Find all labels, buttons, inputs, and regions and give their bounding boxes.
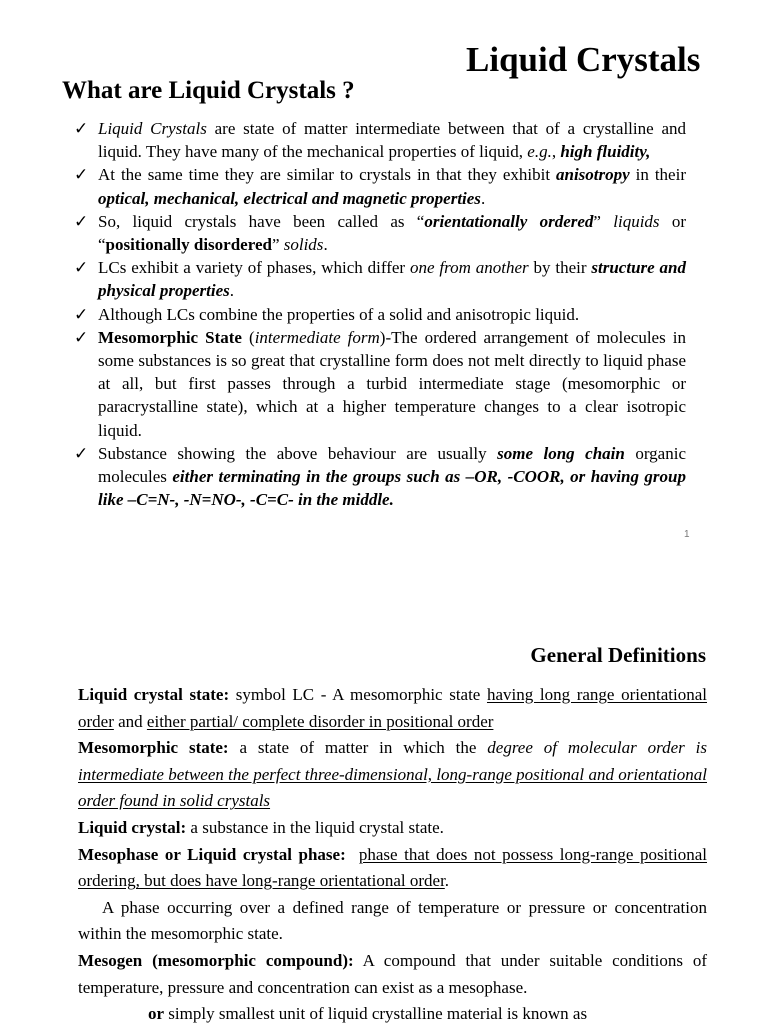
list-item: [74, 303, 686, 326]
definition-text: either partial/ complete disorder in positional order: [146, 711, 494, 731]
checkmark-icon: ✓: [74, 443, 89, 463]
list-text: some long chain: [497, 443, 625, 463]
list-text: optical, mechanical, electrical and magnetic properties: [98, 188, 481, 208]
checkmark-icon: ✓: [74, 258, 89, 278]
definition-term: Liquid crystal:: [78, 817, 187, 837]
definition-mesogen: [78, 948, 707, 1001]
definition-text: a state of matter in which the: [228, 738, 488, 758]
list-text: liquids: [613, 211, 660, 231]
list-text: .: [229, 281, 234, 301]
list-text: one from another: [409, 258, 529, 278]
bullet-list: [74, 117, 686, 511]
definition-text: .: [444, 871, 450, 891]
list-text: high fluidity,: [560, 142, 651, 162]
list-text: e.g.: [527, 142, 552, 162]
list-text: ”: [593, 211, 614, 231]
definition-term: Liquid crystal state:: [78, 685, 230, 704]
list-text: anisotropy: [556, 165, 630, 185]
list-item: [74, 326, 686, 442]
list-item: [74, 117, 686, 163]
list-item: [74, 163, 686, 209]
list-text: or “: [98, 211, 687, 255]
list-text: solids: [283, 235, 324, 255]
definition-phase-range: A phase occurring over a defined range of temperature or pressure or concentration within the mesomorphic state.: [78, 897, 707, 944]
list-item: [74, 256, 686, 302]
list-text: (: [241, 327, 255, 347]
definition-mesomorphic-state: [78, 735, 707, 815]
list-text: .: [323, 235, 328, 255]
list-text: intermediate form: [254, 327, 380, 347]
list-text: So, liquid crystals have been called as “: [98, 211, 425, 231]
list-text: .: [480, 188, 486, 208]
list-text: ”: [271, 235, 284, 255]
list-text: Although LCs combine the properties of a solid and anisotropic liquid.: [98, 304, 580, 324]
list-text: positionally disordered: [105, 235, 272, 255]
list-text: by their: [528, 258, 592, 278]
list-text: Substance showing the above behaviour are usually: [98, 443, 498, 463]
definitions-heading: General Definitions: [530, 643, 706, 667]
list-text: orientationally ordered: [424, 211, 594, 231]
definition-text: and: [113, 711, 147, 731]
definition-liquid-crystal: [78, 815, 707, 842]
list-text: Mesomorphic State: [98, 327, 242, 347]
list-text: are state of matter intermediate between that of a crystalline and liquid. They have many of the mechanical properties of liquid,: [98, 119, 686, 162]
list-text: Liquid Crystals: [98, 119, 207, 138]
list-text: )-The ordered arrangement of molecules in some substances is so great that crystalline form does not melt directly to liquid phase at all, but first passes through a turbid intermediate stage (mesomorphic or paracrystalline state), which at a higher temperature changes to a clear isotropic liquid.: [98, 327, 686, 440]
list-text: structure and physical properties: [98, 258, 687, 301]
definition-term: or: [148, 1004, 165, 1024]
definition-text: A compound that under suitable conditions of temperature, pressure and concentration can exist as a mesophase.: [78, 950, 707, 997]
checkmark-icon: ✓: [74, 119, 89, 138]
list-text: either terminating in the groups such as –OR, -COOR, or having group like –C=N-, -N=NO-, -C=C- in the middle.: [98, 467, 686, 510]
definition-text: phase that does not possess long-range positional ordering, but does have long-range orientational order: [78, 844, 707, 891]
definition-text: degree of molecular order is: [487, 738, 707, 758]
checkmark-icon: ✓: [74, 304, 89, 324]
section-heading: What are Liquid Crystals ?: [62, 77, 355, 104]
list-text: LCs exhibit a variety of phases, which differ: [98, 258, 410, 278]
definition-text: simply smallest unit of liquid crystalline material is known as: [164, 1004, 588, 1024]
list-text: At the same time they are similar to crystals in that they exhibit: [98, 165, 556, 185]
definition-text: symbol LC - A mesomorphic state: [229, 685, 487, 704]
list-item: [74, 442, 686, 512]
definition-text: [346, 845, 359, 864]
checkmark-icon: ✓: [74, 165, 89, 185]
list-item: [74, 210, 686, 256]
page-title: Liquid Crystals: [466, 40, 701, 79]
definition-term: Mesophase or Liquid crystal phase:: [78, 844, 346, 864]
definitions-body: [78, 682, 707, 1028]
definition-term: Mesomorphic state:: [78, 738, 229, 758]
definition-mesophase: [78, 842, 707, 895]
list-text: organic molecules: [98, 443, 686, 487]
checkmark-icon: ✓: [74, 327, 89, 347]
checkmark-icon: ✓: [74, 211, 89, 231]
definition-term: Mesogen (mesomorphic compound):: [78, 950, 354, 970]
list-text: in their: [629, 165, 686, 185]
definition-lc-state: [78, 682, 707, 735]
definition-text: a substance in the liquid crystal state.: [186, 817, 444, 837]
page-number: 1: [684, 529, 690, 540]
definition-text: intermediate between the perfect three-dimensional, long-range positional and orientational order found in solid crystals: [78, 764, 707, 811]
list-text: ,: [551, 142, 561, 162]
definition-text: having long range orientational order: [78, 685, 707, 731]
